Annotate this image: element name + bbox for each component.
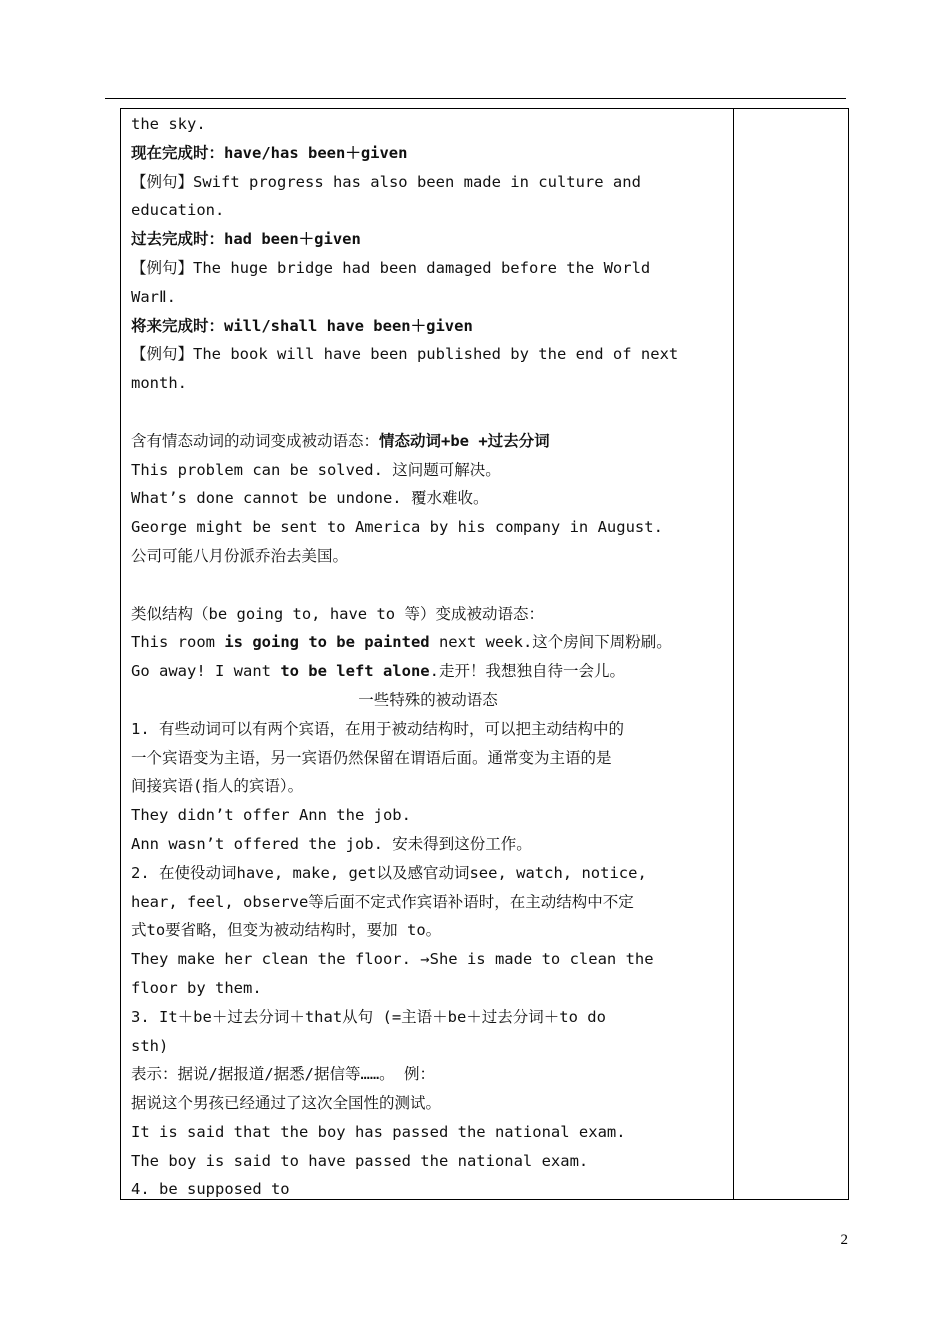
text-line: What’s done cannot be undone. 覆水难收。 [131,489,489,508]
text-line: 间接宾语(指人的宾语）。 [131,777,304,796]
text-line: Ann wasn’t offered the job. 安未得到这份工作。 [131,834,532,853]
text-line [131,168,725,197]
text-line: 【例句】The huge bridge had been damaged before the World [131,258,651,277]
text-line: This problem can be solved. 这问题可解决。 [131,460,501,479]
text-line: George might be sent to America by his company in August. [131,518,663,537]
line-text: next week.这个房间下周粉刷。 [429,633,672,652]
heading-line: 现在完成时：have/has been＋given [131,143,408,162]
text-line: WarⅡ. [131,287,176,306]
content-table [120,108,849,1200]
text-line: 据说这个男孩已经通过了这次全国性的测试。 [131,1094,442,1113]
text-line: 1. 有些动词可以有两个宾语，在用于被动结构时，可以把主动结构中的 [131,719,624,738]
text-line [131,657,725,686]
text-line: They make her clean the floor. →She is made to clean the [131,950,654,969]
line-text: .走开！我想独自待一会儿。 [429,662,625,681]
heading-line: 将来完成时：will/shall have been＋given [131,316,473,335]
bold-text: to be left alone [280,662,430,681]
blank-line [131,398,725,427]
blank-line [131,571,725,600]
text-line: education. [131,201,225,220]
text-line: 公司可能八月份派乔治去美国。 [131,546,349,565]
text-line: floor by them. [131,978,262,997]
column-divider [733,109,734,1199]
text-line: the sky. [131,115,206,133]
text-line [131,628,725,657]
bold-text: is going to be painted [224,633,430,652]
text-line: They didn’t offer Ann the job. [131,806,411,825]
text-line: 类似结构（be going to, have to 等）变成被动语态： [131,604,544,623]
text-line [131,427,725,456]
main-cell [131,110,725,1204]
line-text: Go away! I want [131,662,281,681]
text-line: 表示：据说/据报道/据悉/据信等……。 例： [131,1065,435,1084]
line-text: 含有情态动词的动词变成被动语态： [131,431,380,450]
bold-text: 情态动词+be +过去分词 [379,431,550,450]
text-line: 【例句】The book will have been published by the end of next [131,345,679,364]
line-text: This room [131,633,225,652]
text-line: 3. It＋be＋过去分词＋that从句 (=主语＋be＋过去分词＋to do [131,1007,606,1026]
heading-line: 过去完成时：had been＋given [131,230,361,249]
text-line: sth) [131,1036,169,1055]
header-rule [105,98,846,99]
text-line: hear, feel, observe等后面不定式作宾语补语时，在主动结构中不定 [131,892,634,911]
section-title: 一些特殊的被动语态 [358,690,498,709]
text-line: 2. 在使役动词have, make, get以及感官动词see, watch, notice, [131,863,647,882]
text-line: 一个宾语变为主语，另一宾语仍然保留在谓语后面。通常变为主语的是 [131,748,612,767]
page-number: 2 [840,1232,848,1248]
line-text: 【例句】Swift progress has also been made in culture and [131,172,641,191]
text-line: month. [131,374,187,393]
text-line: The boy is said to have passed the national exam. [131,1151,589,1170]
text-line: 式to要省略，但变为被动结构时，要加 to。 [131,921,442,940]
text-line: 4. be supposed to [131,1180,290,1199]
text-line: It is said that the boy has passed the national exam. [131,1122,626,1141]
